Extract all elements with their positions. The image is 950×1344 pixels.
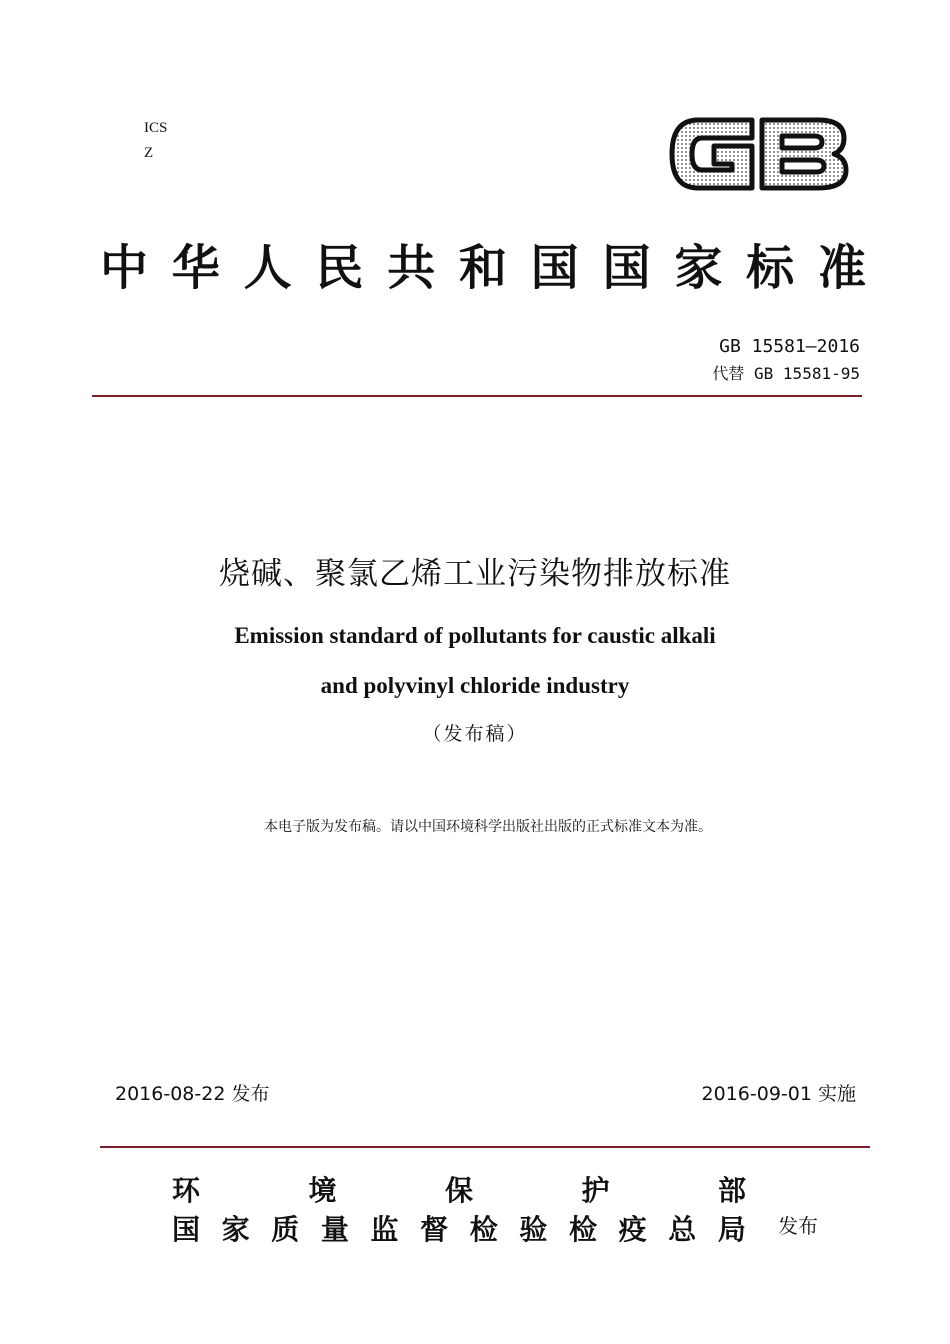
issuer-char: 家 — [221, 1213, 250, 1246]
issuer-char: 监 — [370, 1213, 399, 1246]
implementation-date: 2016-09-01 实施 — [701, 1083, 856, 1105]
draft-label: （发布稿） — [422, 723, 528, 745]
english-title-line2: and polyvinyl chloride industry — [320, 673, 630, 698]
title-char: 国 — [530, 240, 579, 296]
title-char: 中 — [100, 240, 149, 296]
title-char: 家 — [674, 240, 723, 296]
issuer-ministry — [172, 1172, 746, 1210]
issuer-char: 量 — [320, 1213, 349, 1246]
issuer-char: 检 — [469, 1213, 498, 1246]
issuer-char: 环 — [172, 1174, 201, 1207]
issuer-char: 部 — [717, 1174, 746, 1207]
ics-label: ICS — [144, 120, 168, 136]
gb-logo — [668, 106, 850, 202]
issuer-char: 质 — [271, 1213, 300, 1246]
issuer-char: 保 — [444, 1174, 473, 1207]
title-char: 共 — [387, 240, 436, 296]
issuer-char: 总 — [668, 1213, 697, 1246]
english-title-line1: Emission standard of pollutants for caustic alkali — [234, 623, 716, 648]
issuer-char: 验 — [519, 1213, 548, 1246]
title-char: 标 — [746, 240, 795, 296]
standard-number: GB 15581—2016 — [719, 336, 860, 357]
title-char: 和 — [458, 240, 507, 296]
title-char: 准 — [817, 240, 866, 296]
electronic-version-note: 本电子版为发布稿。请以中国环境科学出版社出版的正式标准文本为准。 — [264, 819, 712, 835]
issuer-char: 疫 — [618, 1213, 647, 1246]
issuer-char: 督 — [420, 1213, 449, 1246]
title-char: 民 — [315, 240, 364, 296]
classification-label: Z — [144, 145, 154, 161]
title-char: 国 — [602, 240, 651, 296]
issued-label: 发布 — [778, 1214, 818, 1238]
issuer-char: 国 — [172, 1213, 201, 1246]
chinese-title: 烧碱、聚氯乙烯工业污染物排放标准 — [219, 556, 731, 592]
title-char: 人 — [243, 240, 292, 296]
issuer-char: 境 — [308, 1174, 337, 1207]
replaces-standard: 代替 GB 15581-95 — [712, 364, 860, 383]
national-standard-title — [100, 238, 866, 298]
title-char: 华 — [171, 240, 220, 296]
issue-date: 2016-08-22 发布 — [115, 1083, 270, 1105]
bottom-divider — [100, 1146, 870, 1148]
issuer-char: 局 — [717, 1213, 746, 1246]
issuer-char: 检 — [569, 1213, 598, 1246]
top-divider — [92, 395, 862, 397]
issuer-aqsiq — [172, 1211, 746, 1249]
issuer-char: 护 — [581, 1174, 610, 1207]
